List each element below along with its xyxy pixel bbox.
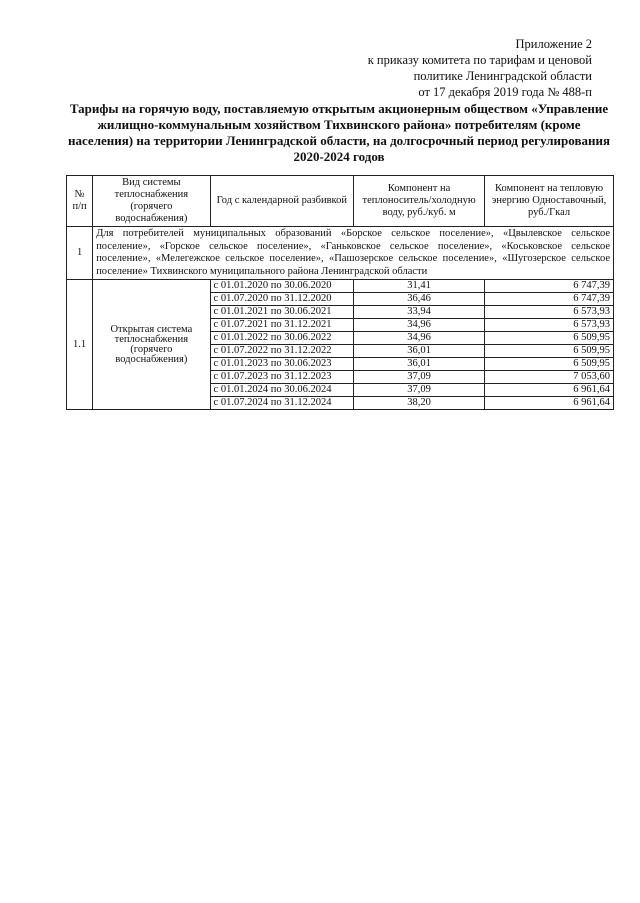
period-cell: с 01.01.2024 по 30.06.2024	[210, 384, 354, 397]
period-cell: с 01.07.2022 по 31.12.2022	[210, 345, 354, 358]
component-energy-cell: 6 961,64	[485, 384, 614, 397]
component-energy-cell: 7 053,60	[485, 371, 614, 384]
component-energy-cell: 6 509,95	[485, 358, 614, 371]
period-cell: с 01.01.2023 по 30.06.2023	[210, 358, 354, 371]
appendix-line-3: политике Ленинградской области	[413, 69, 592, 83]
row-system-type: Открытая система теплоснабжения (горячего водоснабжения)	[93, 280, 210, 410]
table-row	[67, 280, 614, 293]
component-water-cell: 38,20	[354, 397, 485, 410]
component-water-cell: 36,01	[354, 358, 485, 371]
header-component-water: Компонент на теплоноситель/холодную воду, руб./куб. м	[354, 176, 485, 227]
period-cell: с 01.01.2021 по 30.06.2021	[210, 306, 354, 319]
period-cell: с 01.07.2020 по 31.12.2020	[210, 293, 354, 306]
component-energy-cell: 6 509,95	[485, 345, 614, 358]
component-energy-cell: 6 747,39	[485, 280, 614, 293]
table-header-row	[67, 176, 614, 227]
component-energy-cell: 6 747,39	[485, 293, 614, 306]
header-num: № п/п	[67, 176, 93, 227]
period-cell: с 01.01.2022 по 30.06.2022	[210, 332, 354, 345]
appendix-line-1: Приложение 2	[515, 37, 592, 51]
header-system: Вид системы теплоснабжения (горячего водоснабжения)	[93, 176, 210, 227]
component-energy-cell: 6 509,95	[485, 332, 614, 345]
component-water-cell: 37,09	[354, 384, 485, 397]
component-energy-cell: 6 573,93	[485, 319, 614, 332]
tariff-table	[66, 175, 614, 410]
component-water-cell: 31,41	[354, 280, 485, 293]
group-description: Для потребителей муниципальных образований «Борское сельское поселение», «Цвылевское сельское поселение», «Горское сельское поселение», «Ганьковское сельское поселение», «Коськовское сельское поселение», «Мелегежское сельское поселение», «Пашозерское сельское поселение», «Шугозерское сельское поселение» Тихвинского муниципального района Ленинградской области	[93, 227, 614, 280]
component-water-cell: 34,96	[354, 319, 485, 332]
group-num: 1	[67, 227, 93, 280]
row-num: 1.1	[67, 280, 93, 410]
component-water-cell: 37,09	[354, 371, 485, 384]
component-water-cell: 36,01	[354, 345, 485, 358]
group-row	[67, 227, 614, 280]
header-period: Год с календарной разбивкой	[210, 176, 354, 227]
appendix-line-4: от 17 декабря 2019 года № 488-п	[418, 85, 592, 99]
component-energy-cell: 6 961,64	[485, 397, 614, 410]
document-title: Тарифы на горячую воду, поставляемую открытым акционерным обществом «Управление жилищно-коммунальным хозяйством Тихвинского района» потребителям (кроме населения) на территории Ленинградской области, на долгосрочный период регулирования 2020-2024 годов	[68, 101, 610, 164]
appendix-header	[292, 36, 592, 100]
component-water-cell: 33,94	[354, 306, 485, 319]
header-component-energy: Компонент на тепловую энергию Одноставочный, руб./Гкал	[485, 176, 614, 227]
period-cell: с 01.07.2024 по 31.12.2024	[210, 397, 354, 410]
period-cell: с 01.07.2021 по 31.12.2021	[210, 319, 354, 332]
appendix-line-2: к приказу комитета по тарифам и ценовой	[367, 53, 592, 67]
component-water-cell: 34,96	[354, 332, 485, 345]
component-energy-cell: 6 573,93	[485, 306, 614, 319]
component-water-cell: 36,46	[354, 293, 485, 306]
period-cell: с 01.01.2020 по 30.06.2020	[210, 280, 354, 293]
period-cell: с 01.07.2023 по 31.12.2023	[210, 371, 354, 384]
